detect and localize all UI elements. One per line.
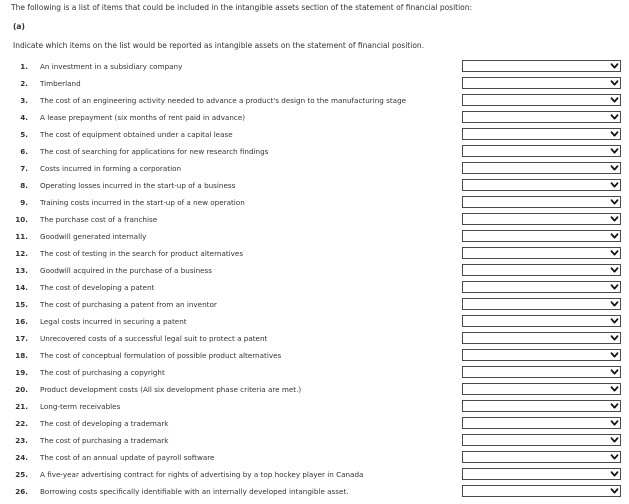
item-text: Long-term receivables [40,402,121,411]
chevron-down-icon[interactable] [610,164,619,172]
answer-dropdown[interactable] [462,145,621,157]
list-item [0,93,629,110]
item-text: The cost of an annual update of payroll software [40,453,215,462]
chevron-down-icon[interactable] [610,470,619,478]
item-number: 21. [15,402,28,411]
item-number: 1. [20,62,28,71]
item-text: Product development costs (All six development phase criteria are met.) [40,385,302,394]
item-number: 7. [20,164,28,173]
part-label: (a) [13,22,25,31]
answer-dropdown[interactable] [462,264,621,276]
list-item [0,161,629,178]
list-item [0,433,629,450]
chevron-down-icon[interactable] [610,351,619,359]
answer-dropdown[interactable] [462,451,621,463]
item-text: Goodwill generated internally [40,232,147,241]
chevron-down-icon[interactable] [610,419,619,427]
answer-dropdown[interactable] [462,162,621,174]
item-number: 26. [15,487,28,496]
answer-dropdown[interactable] [462,298,621,310]
item-text: The cost of equipment obtained under a capital lease [40,130,233,139]
answer-dropdown[interactable] [462,77,621,89]
list-item [0,263,629,280]
answer-dropdown[interactable] [462,417,621,429]
list-item [0,212,629,229]
chevron-down-icon[interactable] [610,368,619,376]
answer-dropdown[interactable] [462,196,621,208]
answer-dropdown[interactable] [462,349,621,361]
item-text: Legal costs incurred in securing a patent [40,317,187,326]
list-item [0,59,629,76]
list-item [0,450,629,467]
item-text: Costs incurred in forming a corporation [40,164,182,173]
item-list [0,59,629,501]
list-item [0,178,629,195]
item-number: 2. [20,79,28,88]
chevron-down-icon[interactable] [610,402,619,410]
answer-dropdown[interactable] [462,485,621,497]
answer-dropdown[interactable] [462,213,621,225]
answer-dropdown[interactable] [462,281,621,293]
chevron-down-icon[interactable] [610,300,619,308]
chevron-down-icon[interactable] [610,317,619,325]
list-item [0,246,629,263]
answer-dropdown[interactable] [462,179,621,191]
item-number: 8. [20,181,28,190]
instructions-text: Indicate which items on the list would be reported as intangible assets on the statement of financial position. [13,41,425,50]
list-item [0,365,629,382]
item-text: The cost of purchasing a copyright [40,368,165,377]
item-text: A lease prepayment (six months of rent paid in advance) [40,113,246,122]
list-item [0,280,629,297]
chevron-down-icon[interactable] [610,130,619,138]
list-item [0,399,629,416]
chevron-down-icon[interactable] [610,487,619,495]
list-item [0,76,629,93]
answer-dropdown[interactable] [462,315,621,327]
item-number: 4. [20,113,28,122]
answer-dropdown[interactable] [462,230,621,242]
answer-dropdown[interactable] [462,468,621,480]
item-number: 19. [15,368,28,377]
item-number: 3. [20,96,28,105]
item-text: Borrowing costs specifically identifiable with an internally developed intangible asset. [40,487,349,496]
list-item [0,229,629,246]
item-text: Operating losses incurred in the start-up of a business [40,181,236,190]
list-item [0,144,629,161]
list-item [0,467,629,484]
item-number: 14. [15,283,28,292]
item-text: An investment in a subsidiary company [40,62,183,71]
item-text: The cost of conceptual formulation of possible product alternatives [40,351,282,360]
chevron-down-icon[interactable] [610,62,619,70]
list-item [0,314,629,331]
list-item [0,348,629,365]
item-text: The cost of purchasing a patent from an inventor [40,300,217,309]
item-text: Timberland [40,79,81,88]
item-number: 23. [15,436,28,445]
intro-text: The following is a list of items that could be included in the intangible assets section of the statement of financial position: [11,3,473,12]
item-number: 24. [15,453,28,462]
item-number: 11. [15,232,28,241]
chevron-down-icon[interactable] [610,334,619,342]
item-number: 13. [15,266,28,275]
item-number: 20. [15,385,28,394]
answer-dropdown[interactable] [462,128,621,140]
item-number: 25. [15,470,28,479]
answer-dropdown[interactable] [462,383,621,395]
item-text: The cost of purchasing a trademark [40,436,169,445]
chevron-down-icon[interactable] [610,453,619,461]
item-text: Goodwill acquired in the purchase of a business [40,266,213,275]
item-number: 17. [15,334,28,343]
answer-dropdown[interactable] [462,332,621,344]
item-number: 10. [15,215,28,224]
chevron-down-icon[interactable] [610,266,619,274]
answer-dropdown[interactable] [462,247,621,259]
list-item [0,416,629,433]
item-number: 6. [20,147,28,156]
item-number: 22. [15,419,28,428]
list-item [0,297,629,314]
chevron-down-icon[interactable] [610,215,619,223]
chevron-down-icon[interactable] [610,436,619,444]
item-text: Unrecovered costs of a successful legal suit to protect a patent [40,334,268,343]
answer-dropdown[interactable] [462,400,621,412]
item-text: The cost of developing a patent [40,283,155,292]
list-item [0,382,629,399]
item-text: A five-year advertising contract for rights of advertising by a top hockey player in Canada [40,470,364,479]
list-item [0,195,629,212]
chevron-down-icon[interactable] [610,113,619,121]
item-number: 12. [15,249,28,258]
answer-dropdown[interactable] [462,366,621,378]
list-item [0,331,629,348]
chevron-down-icon[interactable] [610,79,619,87]
item-number: 9. [20,198,28,207]
chevron-down-icon[interactable] [610,385,619,393]
item-text: The cost of testing in the search for product alternatives [40,249,244,258]
item-number: 16. [15,317,28,326]
chevron-down-icon[interactable] [610,249,619,257]
item-number: 18. [15,351,28,360]
list-item [0,110,629,127]
answer-dropdown[interactable] [462,111,621,123]
answer-dropdown[interactable] [462,60,621,72]
list-item [0,484,629,501]
answer-dropdown[interactable] [462,434,621,446]
item-text: The cost of searching for applications for new research findings [40,147,269,156]
item-text: Training costs incurred in the start-up of a new operation [40,198,245,207]
item-text: The purchase cost of a franchise [40,215,158,224]
chevron-down-icon[interactable] [610,232,619,240]
item-number: 15. [15,300,28,309]
item-text: The cost of developing a trademark [40,419,169,428]
chevron-down-icon[interactable] [610,283,619,291]
list-item [0,127,629,144]
chevron-down-icon[interactable] [610,198,619,206]
answer-dropdown[interactable] [462,94,621,106]
chevron-down-icon[interactable] [610,96,619,104]
chevron-down-icon[interactable] [610,147,619,155]
item-text: The cost of an engineering activity needed to advance a product's design to the manufacturing stage [40,96,407,105]
item-number: 5. [20,130,28,139]
chevron-down-icon[interactable] [610,181,619,189]
